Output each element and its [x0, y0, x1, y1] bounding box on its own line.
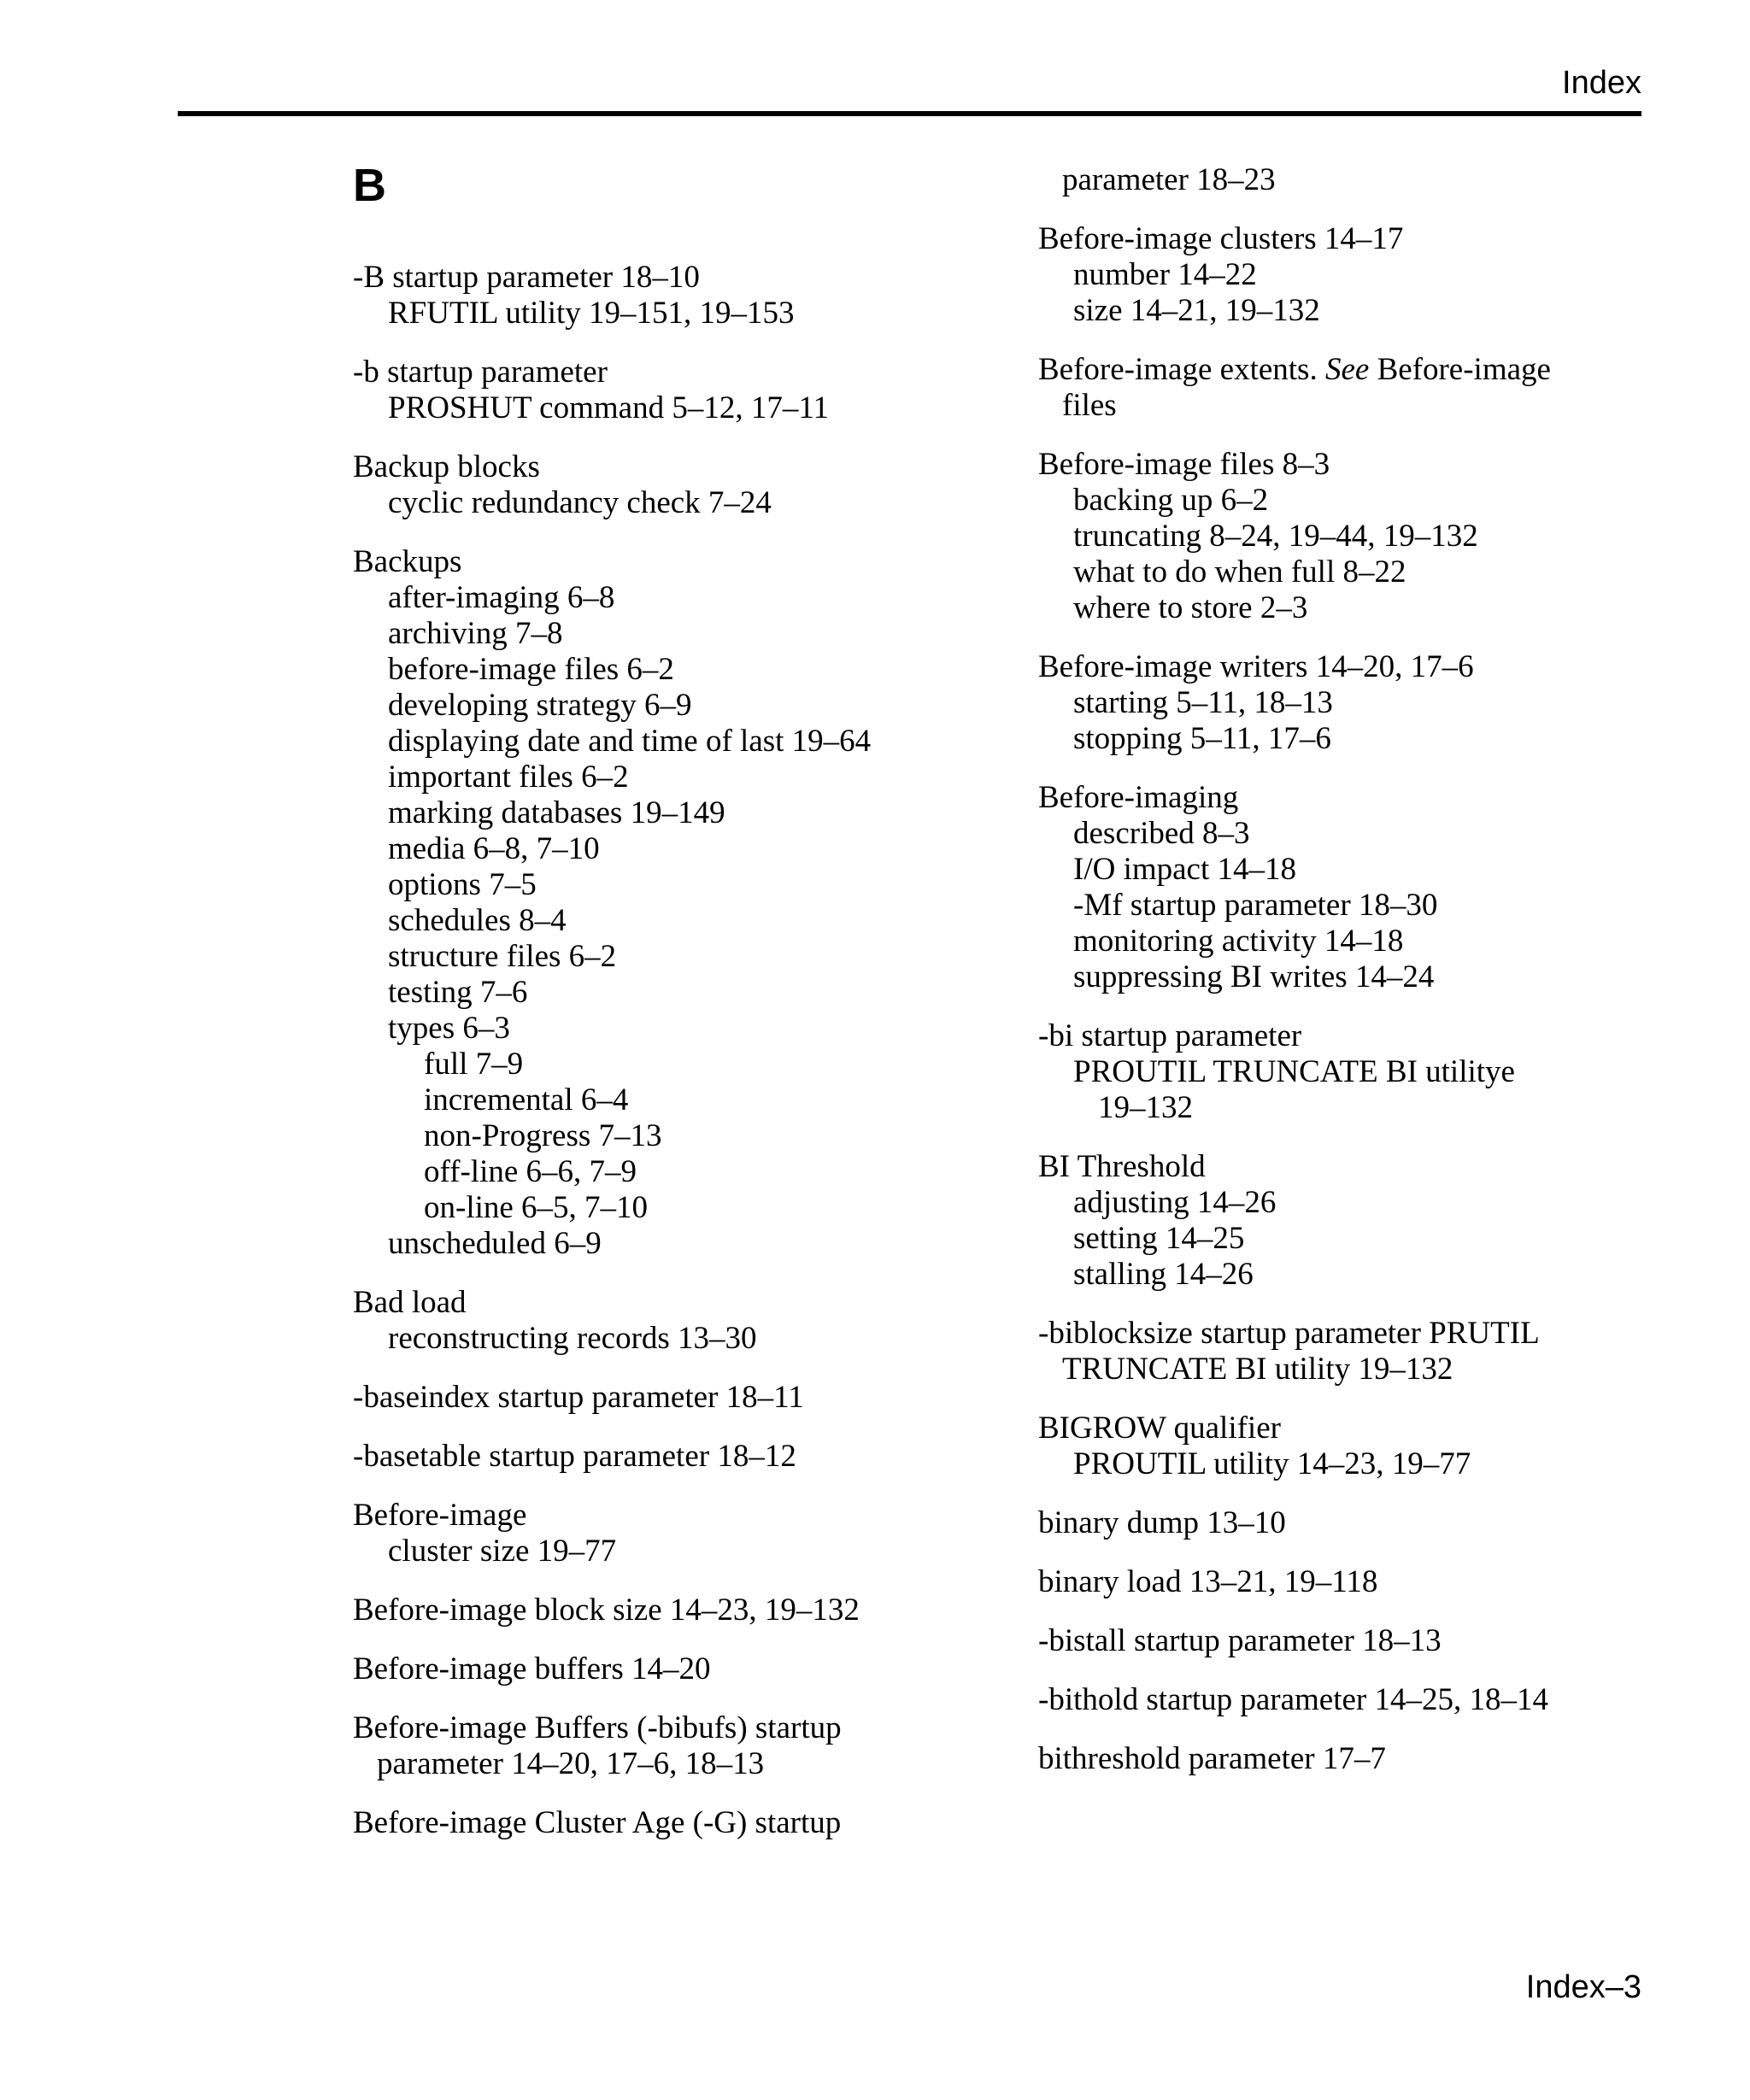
- entry-heading: Before-image clusters 14–17: [1038, 221, 1404, 256]
- index-entry: [1038, 1018, 1671, 1126]
- entry-subheading: cyclic redundancy check 7–24: [388, 485, 772, 520]
- entry-heading: Backup blocks: [353, 449, 540, 484]
- entry-subheading: unscheduled 6–9: [388, 1226, 602, 1261]
- entry-subheading: marking databases 19–149: [388, 795, 725, 830]
- entry-subheading: number 14–22: [1073, 257, 1257, 292]
- entry-subheading: types 6–3: [388, 1011, 510, 1046]
- running-header-title: Index: [1562, 65, 1641, 101]
- entry-heading: -bi startup parameter: [1038, 1018, 1302, 1053]
- index-entry: [1038, 1623, 1671, 1659]
- entry-subheading: stopping 5–11, 17–6: [1073, 721, 1331, 756]
- entry-heading: Bad load: [353, 1285, 467, 1320]
- index-entry: [353, 1651, 934, 1687]
- entry-subsubheading: non-Progress 7–13: [424, 1118, 662, 1153]
- entry-continuation: TRUNCATE BI utility 19–132: [1062, 1352, 1453, 1387]
- index-entry: [353, 1380, 934, 1416]
- entry-heading: -B startup parameter 18–10: [353, 260, 700, 295]
- index-column-right: [1038, 162, 1671, 1800]
- header-rule: [178, 111, 1641, 116]
- entry-subheading: backing up 6–2: [1073, 483, 1269, 518]
- entry-heading: BI Threshold: [1038, 1149, 1206, 1184]
- see-reference-target: Before-image: [1369, 352, 1551, 387]
- entry-subheading: described 8–3: [1073, 816, 1250, 851]
- index-entry-continued: [1038, 162, 1671, 198]
- entry-subsubheading: incremental 6–4: [424, 1082, 629, 1117]
- entry-heading: Before-image Buffers (-bibufs) startup: [353, 1710, 842, 1745]
- entry-continuation: parameter 14–20, 17–6, 18–13: [377, 1746, 765, 1781]
- index-entry: [353, 1439, 934, 1475]
- index-entry: [353, 355, 934, 426]
- index-entry: [1038, 1316, 1671, 1387]
- entry-subheading: where to store 2–3: [1073, 590, 1308, 625]
- entry-subsubheading: off-line 6–6, 7–9: [424, 1154, 637, 1189]
- entry-subsubheading: on-line 6–5, 7–10: [424, 1190, 649, 1225]
- entry-subheading: truncating 8–24, 19–44, 19–132: [1073, 519, 1478, 554]
- entry-subheading: -Mf startup parameter 18–30: [1073, 888, 1438, 923]
- entry-continuation: 19–132: [1098, 1090, 1193, 1125]
- entry-subheading: testing 7–6: [388, 975, 528, 1010]
- entry-subheading: developing strategy 6–9: [388, 688, 692, 723]
- entry-subheading: archiving 7–8: [388, 616, 563, 651]
- entry-heading: -baseindex startup parameter 18–11: [353, 1380, 804, 1415]
- see-reference-label: See: [1324, 352, 1370, 387]
- entry-heading: Before-image files 8–3: [1038, 447, 1330, 482]
- entry-heading: bithreshold parameter 17–7: [1038, 1741, 1386, 1776]
- entry-heading: Before-imaging: [1038, 780, 1239, 815]
- index-entry: [1038, 352, 1671, 424]
- entry-heading: Before-image Cluster Age (-G) startup: [353, 1805, 842, 1840]
- index-entry: [353, 1593, 934, 1628]
- entry-heading: Before-image block size 14–23, 19–132: [353, 1593, 860, 1628]
- entry-subheading: displaying date and time of last 19–64: [388, 724, 872, 759]
- entry-heading: BIGROW qualifier: [1038, 1411, 1281, 1446]
- entry-heading-text: Before-image extents.: [1038, 352, 1325, 387]
- index-entry: [1038, 1149, 1671, 1293]
- entry-heading: binary dump 13–10: [1038, 1505, 1286, 1540]
- entry-subheading: after-imaging 6–8: [388, 580, 615, 615]
- index-entry: [1038, 1564, 1671, 1600]
- section-letter: B: [353, 160, 386, 211]
- entry-subheading: PROUTIL TRUNCATE BI utilitye: [1073, 1054, 1515, 1089]
- index-entry: [353, 1285, 934, 1357]
- entry-subheading: monitoring activity 14–18: [1073, 924, 1404, 959]
- index-entry: [1038, 1505, 1671, 1541]
- index-entry: [353, 1805, 934, 1841]
- entry-subheading: structure files 6–2: [388, 939, 617, 974]
- index-entry: [1038, 221, 1671, 329]
- index-entry: [353, 1710, 934, 1782]
- entry-subheading: setting 14–25: [1073, 1221, 1245, 1256]
- index-entry: [353, 544, 934, 1262]
- index-entry: [1038, 649, 1671, 757]
- entry-subheading: cluster size 19–77: [388, 1534, 617, 1569]
- page-number: Index–3: [1525, 1969, 1641, 2005]
- entry-subheading: adjusting 14–26: [1073, 1185, 1277, 1220]
- entry-subheading: schedules 8–4: [388, 903, 567, 938]
- index-entry: [1038, 1682, 1671, 1718]
- entry-heading: -biblocksize startup parameter PRUTIL: [1038, 1316, 1540, 1351]
- entry-subheading: PROSHUT command 5–12, 17–11: [388, 390, 829, 425]
- entry-subheading: suppressing BI writes 14–24: [1073, 959, 1435, 994]
- entry-subheading: stalling 14–26: [1073, 1257, 1254, 1292]
- entry-heading: -bithold startup parameter 14–25, 18–14: [1038, 1682, 1549, 1717]
- entry-subheading: size 14–21, 19–132: [1073, 293, 1320, 328]
- entry-heading: [1038, 352, 1671, 388]
- entry-subheading: reconstructing records 13–30: [388, 1321, 757, 1356]
- entry-heading: Before-image buffers 14–20: [353, 1651, 711, 1686]
- entry-heading: Before-image: [353, 1498, 527, 1533]
- index-entry: [353, 260, 934, 331]
- entry-heading: -bistall startup parameter 18–13: [1038, 1623, 1442, 1658]
- entry-subheading: options 7–5: [388, 867, 537, 902]
- entry-heading: Backups: [353, 544, 462, 579]
- entry-subheading: I/O impact 14–18: [1073, 852, 1297, 887]
- index-entry: [1038, 1741, 1671, 1777]
- entry-subheading: RFUTIL utility 19–151, 19–153: [388, 296, 795, 331]
- index-entry: [1038, 780, 1671, 995]
- entry-continuation: files: [1062, 388, 1117, 423]
- index-entry: [353, 449, 934, 521]
- entry-subheading: media 6–8, 7–10: [388, 831, 600, 866]
- entry-subheading: before-image files 6–2: [388, 652, 674, 687]
- index-column-left: [353, 152, 934, 1864]
- entry-heading: -basetable startup parameter 18–12: [353, 1439, 796, 1474]
- index-entry: [1038, 1411, 1671, 1482]
- entry-heading: -b startup parameter: [353, 355, 608, 390]
- entry-subheading: PROUTIL utility 14–23, 19–77: [1073, 1446, 1471, 1481]
- entry-subheading: what to do when full 8–22: [1073, 554, 1406, 590]
- entry-heading: binary load 13–21, 19–118: [1038, 1564, 1378, 1599]
- entry-subheading: starting 5–11, 18–13: [1073, 685, 1333, 720]
- index-entry: [1038, 447, 1671, 626]
- entry-heading: Before-image writers 14–20, 17–6: [1038, 649, 1474, 684]
- entry-continuation: parameter 18–23: [1062, 162, 1276, 197]
- entry-subheading: important files 6–2: [388, 760, 629, 795]
- entry-subsubheading: full 7–9: [424, 1047, 524, 1082]
- index-entry: [353, 1498, 934, 1569]
